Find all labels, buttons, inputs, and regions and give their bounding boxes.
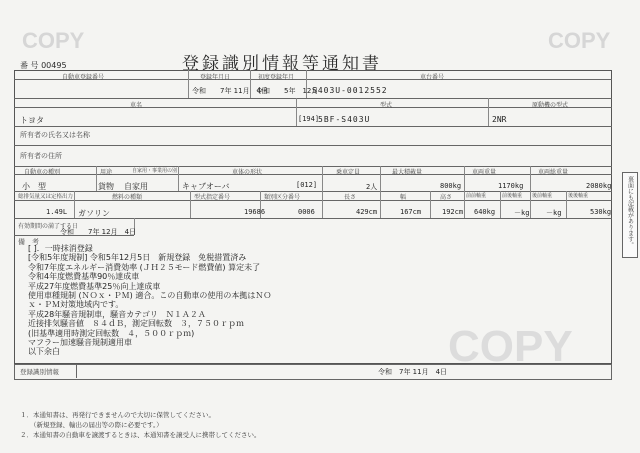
remark-line: 使用車種規制 (ＮＯｘ・ＰＭ) 適合。この自動車の使用の本拠はＮＯ xyxy=(28,291,272,301)
capacity-value: 2人 xyxy=(366,183,378,191)
label-weight: 車両重量 xyxy=(472,169,497,176)
height-value: 192cm xyxy=(442,208,464,216)
model-code-value: [194] xyxy=(298,115,320,123)
displacement-value: 1.49L xyxy=(46,208,68,216)
col-rule xyxy=(500,191,501,218)
footer-note-2: ２．本通知書の自動車を譲渡するときは、本通知書を譲受人に携帯してください。 xyxy=(20,431,261,439)
remark-line: [令和5年度規制] 令和5年12月5日 新規登録 免税措置済み xyxy=(28,253,247,263)
label-class-no: 類別区分番号 xyxy=(264,194,301,201)
ff-axle-value: 640kg xyxy=(474,208,496,216)
use-value: 貨物 xyxy=(98,182,114,191)
remark-line: 近接排気騒音値 ８４ｄＢ，測定回転数 ３，７５０ｒｐｍ xyxy=(28,319,244,329)
label-capacity: 乗車定員 xyxy=(336,169,361,176)
col-rule xyxy=(530,191,531,218)
label-engine: 原動機の型式 xyxy=(532,102,569,109)
vehicle-type-value: 小 型 xyxy=(22,182,46,191)
col-rule xyxy=(96,166,97,191)
remark-line: 以下余白 xyxy=(28,347,60,357)
remark-line: 平成28年騒音規制車，騒音カテゴリ Ｎ１Ａ２Ａ xyxy=(28,309,206,319)
gross-value: 2080kg xyxy=(586,182,612,190)
col-rule xyxy=(380,191,381,218)
label-use: 用途 xyxy=(100,169,113,176)
col-rule xyxy=(464,191,465,218)
issue-date-value: 令和 7年 11月 4日 xyxy=(378,368,448,376)
label-maker: 車名 xyxy=(130,102,143,109)
label-fuel: 燃料の種類 xyxy=(112,194,143,201)
remark-line: [ ]．一時抹消登録 xyxy=(28,244,93,253)
label-spec-no: 型式指定番号 xyxy=(194,194,231,201)
col-rule xyxy=(566,191,567,218)
label-rf-axle: 後前軸重 xyxy=(532,193,553,199)
row-rule xyxy=(14,200,612,201)
remark-line: 平成27年度燃費基準25％向上達成車 xyxy=(28,281,161,291)
label-gross: 車両総重量 xyxy=(538,169,569,176)
col-rule xyxy=(190,191,191,218)
label-first-reg: 初度登録年月 xyxy=(258,74,295,81)
label-registration-info: 登録識別情報 xyxy=(20,368,59,376)
label-max-load: 最大積載量 xyxy=(392,169,423,176)
reg-date-value: 令和 7年 11月 4日 xyxy=(192,87,269,95)
row-rule xyxy=(14,126,612,127)
first-reg-value: 令和 5年 12月 xyxy=(256,87,319,95)
col-rule xyxy=(464,166,465,191)
label-chassis: 車台番号 xyxy=(420,74,445,81)
maker-value: トヨタ xyxy=(20,116,44,125)
registration-info-row xyxy=(14,364,612,380)
length-value: 429cm xyxy=(356,208,378,216)
label-owner-address: 所有者の住所 xyxy=(20,152,62,160)
col-rule xyxy=(488,98,489,126)
col-rule xyxy=(74,191,75,218)
label-width: 幅 xyxy=(400,194,407,201)
max-load-value: 800kg xyxy=(440,182,462,190)
fuel-value: ガソリン xyxy=(78,209,110,218)
label-height: 高さ xyxy=(440,194,453,201)
row-rule xyxy=(14,145,612,146)
label-ff-axle: 前前軸重 xyxy=(466,193,487,199)
col-rule xyxy=(530,166,531,191)
copy-watermark: COPY xyxy=(548,28,611,53)
label-displacement: 総排気量又は定格出力 xyxy=(18,194,74,200)
col-rule xyxy=(296,98,297,126)
remark-line: (旧基準適用時測定回転数 ４，５００ｒｐｍ) xyxy=(28,328,195,338)
copy-watermark: COPY xyxy=(448,322,573,371)
label-body: 車体の形状 xyxy=(232,169,263,176)
remarks-block xyxy=(28,244,271,357)
label-reg-date: 登録年月日 xyxy=(200,74,231,81)
col-rule xyxy=(322,191,323,218)
remark-line: ｘ・ＰＭ対策地域内です。 xyxy=(28,300,124,310)
col-rule xyxy=(178,166,179,191)
label-vehicle-type: 自動車の種別 xyxy=(24,169,61,176)
label-rr-axle: 後後軸重 xyxy=(568,193,589,199)
remark-line: 令和7年度エネルギー消費効率 (ＪＨ２５モード燃費値) 算定未了 xyxy=(28,262,261,272)
copy-watermark: COPY xyxy=(22,28,85,53)
serial-number: 番 号 00495 xyxy=(20,61,67,70)
remark-line: 令和4年度燃費基準90％達成車 xyxy=(28,272,140,282)
row-rule xyxy=(14,98,612,99)
document-title: 登録識別情報等通知書 xyxy=(182,54,382,74)
row-rule xyxy=(14,107,612,108)
label-fr-axle: 前後軸重 xyxy=(502,193,523,199)
remark-line: マフラー加速騒音規制適用車 xyxy=(28,338,132,348)
fr-axle-value: －kg xyxy=(514,209,530,217)
col-rule xyxy=(322,166,323,191)
expiry-value: 令和 7年 12月 4日 xyxy=(60,228,137,236)
col-rule xyxy=(430,191,431,218)
label-reg-number: 自動車登録番号 xyxy=(62,74,105,81)
reverse-side-notice-text: 裏面にも記載があります。 xyxy=(626,176,634,248)
label-model: 型式 xyxy=(380,102,393,109)
class-no-value: 0006 xyxy=(298,208,315,216)
chassis-number-value: S403U-0012552 xyxy=(312,86,388,95)
rr-axle-value: 530kg xyxy=(590,208,612,216)
engine-value: 2NR xyxy=(492,115,507,124)
label-owner-name: 所有者の氏名又は名称 xyxy=(20,131,90,139)
label-length: 長さ xyxy=(344,194,357,201)
private-value: 自家用 xyxy=(124,182,148,191)
label-private: 自家用・事業用の別 xyxy=(132,168,178,174)
label-expiry: 有効期間の満了する日 xyxy=(18,223,79,230)
footer-note-1b: （新規登録、輸出の届出等の際に必要です。） xyxy=(30,421,163,429)
body-code-value: [012] xyxy=(296,181,318,189)
reverse-side-notice xyxy=(622,172,638,258)
width-value: 167cm xyxy=(400,208,422,216)
col-rule xyxy=(380,166,381,191)
footer-note-1: １．本通知書は、再発行できませんので大切に保管してください。 xyxy=(20,411,215,419)
body-value: キャブオーバ xyxy=(182,182,230,191)
rf-axle-value: －kg xyxy=(546,209,562,217)
model-value: 5BF-S403U xyxy=(318,115,371,124)
col-rule xyxy=(188,70,189,98)
label-remarks: 備 考 xyxy=(18,238,39,246)
weight-value: 1170kg xyxy=(498,182,524,190)
spec-no-value: 19686 xyxy=(244,208,266,216)
